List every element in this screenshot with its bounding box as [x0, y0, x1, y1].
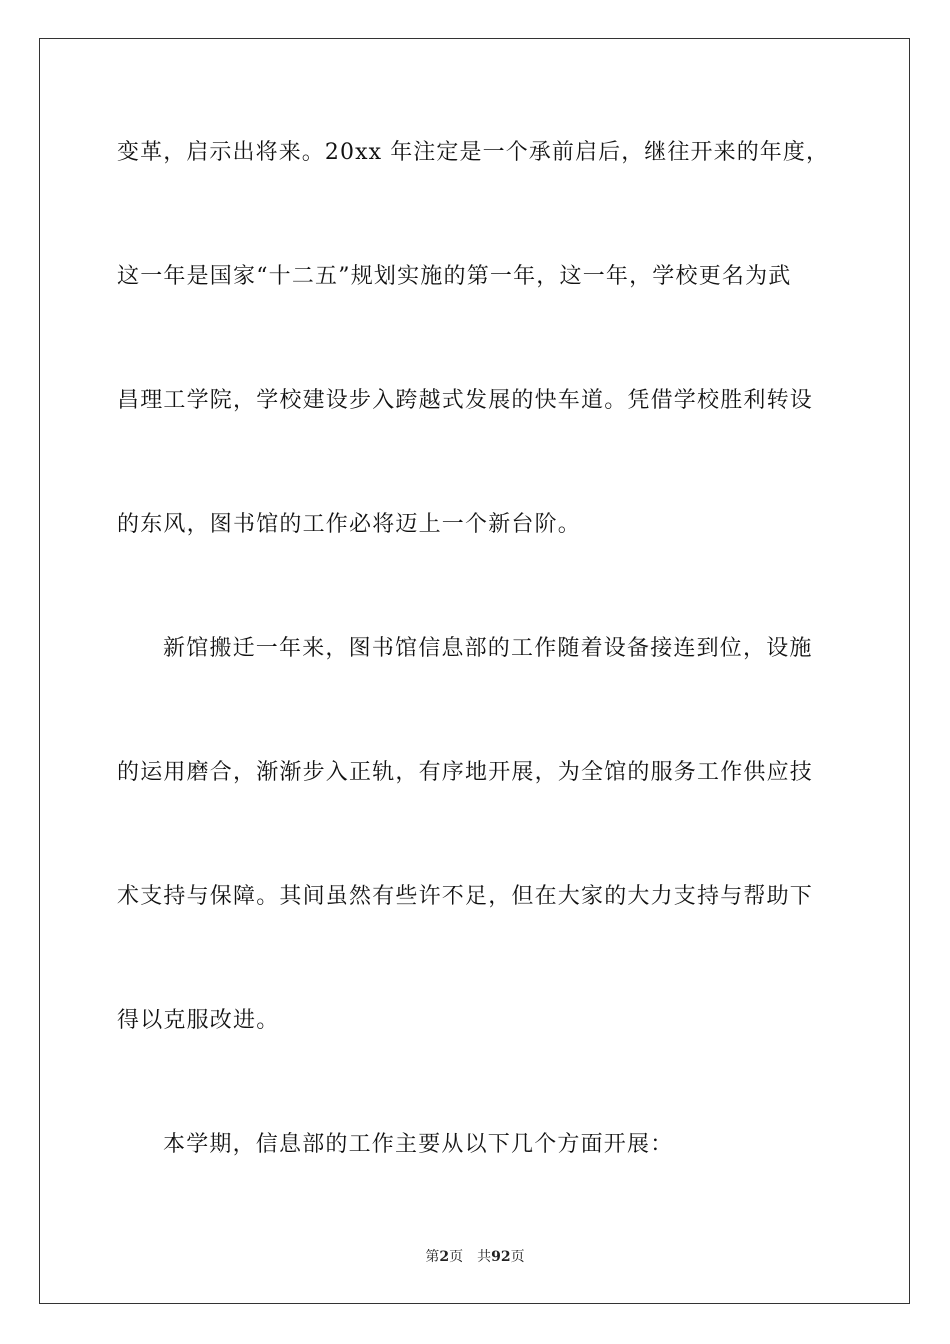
paragraph-line: 昌理工学院，学校建设步入跨越式发展的快车道。凭借学校胜利转设 — [117, 388, 814, 413]
paragraph-line: 的东风，图书馆的工作必将迈上一个新台阶。 — [117, 512, 582, 537]
paragraph-line: 变革，启示出将来。20xx 年注定是一个承前启后，继往开来的年度， — [117, 140, 830, 165]
total-pages: 92 — [491, 1249, 511, 1265]
paragraph-first-line: 本学期，信息部的工作主要从以下几个方面开展： — [163, 1132, 674, 1157]
page-footer — [0, 1248, 950, 1266]
total-unit: 页 — [510, 1249, 525, 1265]
paragraph-first-line: 新馆搬迁一年来，图书馆信息部的工作随着设备接连到位，设施 — [163, 636, 813, 661]
page-prefix: 第 — [425, 1249, 440, 1265]
page-border — [39, 38, 910, 1304]
page-unit: 页 — [449, 1249, 464, 1265]
paragraph-line: 术支持与保障。其间虽然有些许不足，但在大家的大力支持与帮助下 — [117, 884, 814, 909]
paragraph-line: 得以克服改进。 — [117, 1008, 280, 1033]
paragraph-line: 这一年是国家“十二五”规划实施的第一年，这一年，学校更名为武 — [117, 264, 792, 289]
paragraph-line: 的运用磨合，渐渐步入正轨，有序地开展，为全馆的服务工作供应技 — [117, 760, 814, 785]
total-prefix: 共 — [477, 1249, 492, 1265]
page-number: 2 — [439, 1249, 450, 1265]
